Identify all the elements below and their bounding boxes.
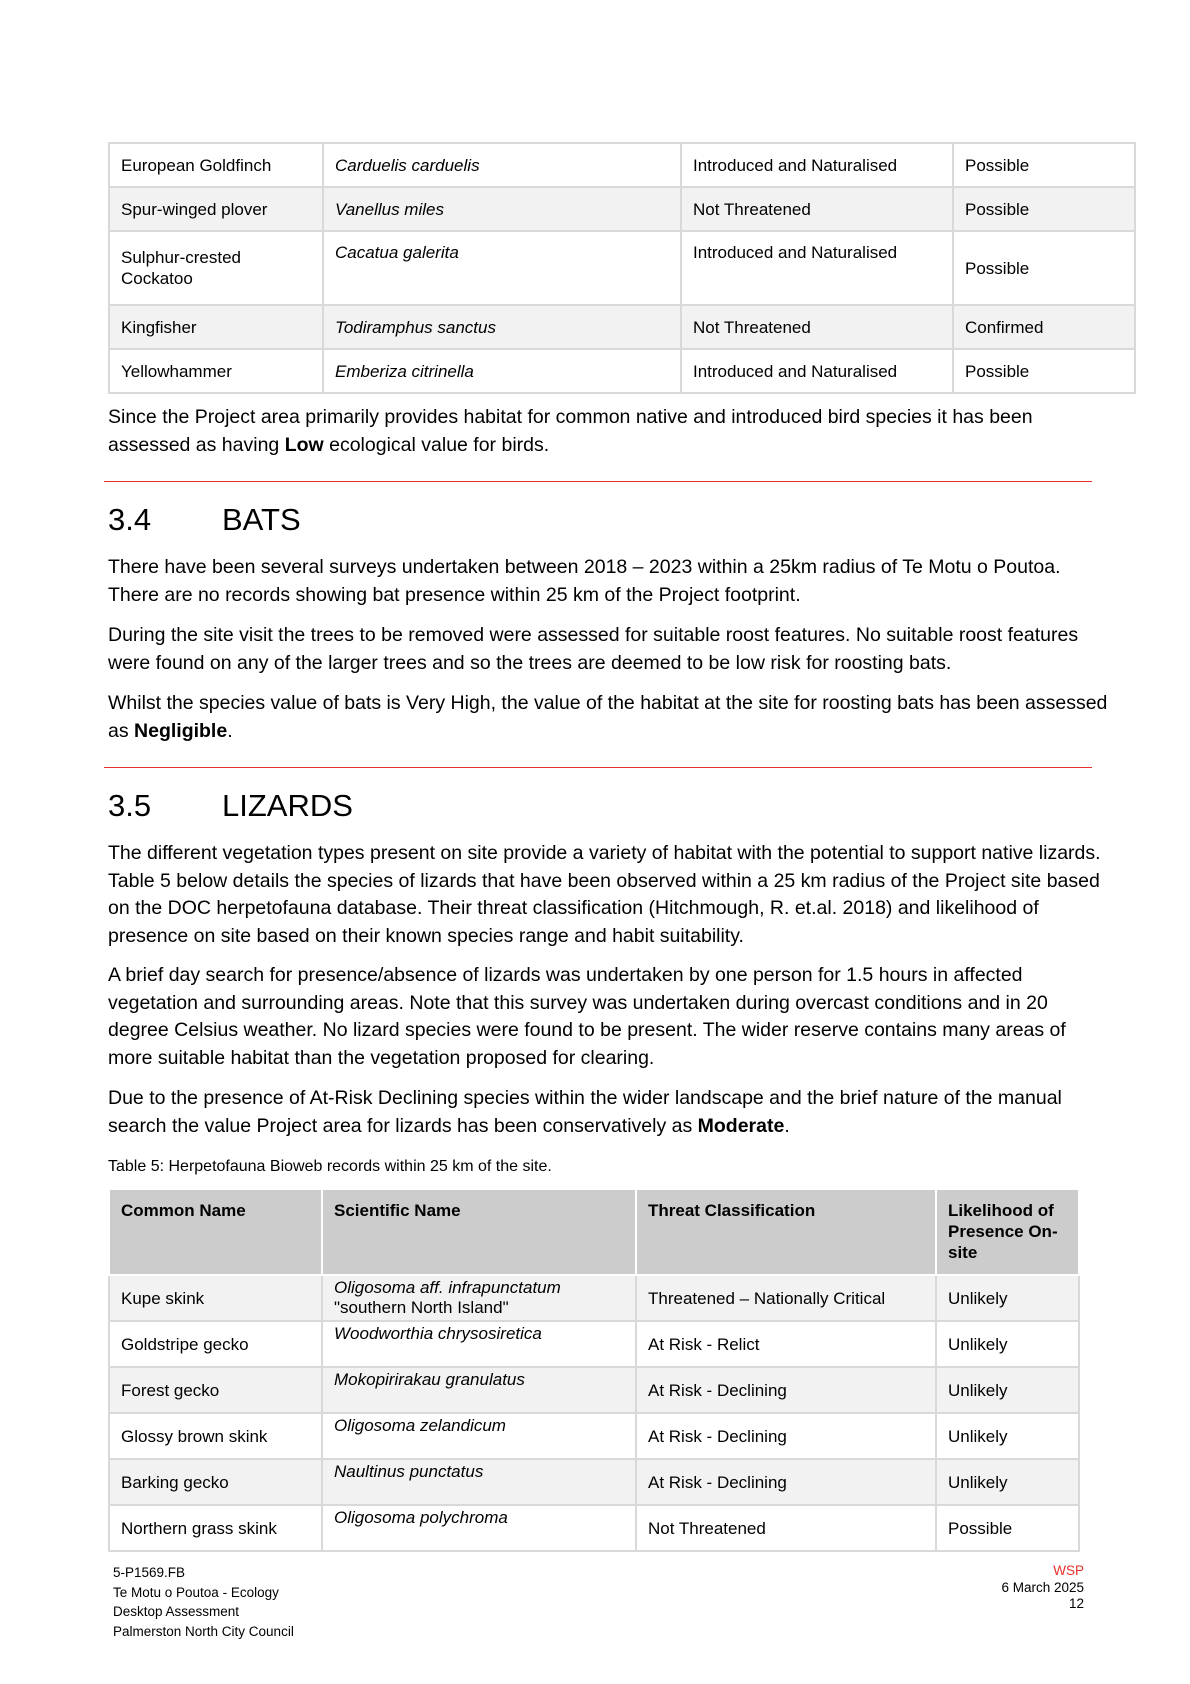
footer-date: 6 March 2025	[1001, 1579, 1084, 1595]
section-number: 3.4	[108, 502, 152, 537]
bats-paragraph-1: There have been several surveys undertaken between 2018 – 2023 within a 25km radius of Te Motu o Poutoa. There are no records showing bat presence within 25 km of the Project footprint.	[108, 556, 1061, 606]
scientific-name-cell: Emberiza citrinella	[323, 349, 681, 393]
lizards-paragraph-3	[108, 1085, 1108, 1140]
common-name-line: Sulphur-crested	[121, 248, 242, 267]
common-name-cell: Kupe skink	[109, 1275, 322, 1321]
likelihood-cell: Unlikely	[936, 1413, 1079, 1459]
text-run: Since the Project area primarily provides habitat for common native and introduced bird species it has been assessed as having	[108, 406, 1033, 456]
threat-cell: Threatened – Nationally Critical	[636, 1275, 936, 1321]
table-row	[109, 1321, 1079, 1367]
likelihood-cell: Possible	[953, 349, 1135, 393]
likelihood-cell: Possible	[953, 187, 1135, 231]
threat-cell: Introduced and Naturalised	[681, 143, 953, 187]
header-line: Presence On-	[948, 1222, 1058, 1241]
threat-cell: Not Threatened	[681, 305, 953, 349]
likelihood-cell: Unlikely	[936, 1275, 1079, 1321]
section-heading-lizards	[108, 788, 353, 824]
threat-cell: Not Threatened	[681, 187, 953, 231]
common-name-cell: Yellowhammer	[109, 349, 323, 393]
likelihood-cell: Unlikely	[936, 1367, 1079, 1413]
scientific-name-cell: Oligosoma zelandicum	[322, 1413, 636, 1459]
footer-left	[113, 1563, 294, 1641]
common-name-cell: Northern grass skink	[109, 1505, 322, 1551]
scientific-name-cell	[322, 1275, 636, 1321]
threat-cell: At Risk - Relict	[636, 1321, 936, 1367]
text-run: .	[227, 719, 233, 742]
lizards-paragraph-2: A brief day search for presence/absence of lizards was undertaken by one person for 1.5 hours in affected vegetation and surrounding areas. Note that this survey was undertaken during overcast conditions and in 20 degree Celsius weather. No lizard species were found to be present. The wider reserve contains many areas of more suitable habitat than the vegetation proposed for clearing.	[108, 964, 1066, 1069]
bats-paragraph-3	[108, 690, 1108, 745]
threat-cell: At Risk - Declining	[636, 1413, 936, 1459]
scientific-name-cell: Woodworthia chrysosiretica	[322, 1321, 636, 1367]
doc-reference: 5-P1569.FB	[113, 1565, 186, 1580]
table-row	[109, 187, 1135, 231]
column-header: Scientific Name	[322, 1190, 636, 1275]
bold-text: Moderate	[697, 1114, 785, 1137]
threat-cell: Introduced and Naturalised	[681, 349, 953, 393]
brand-logo-text: WSP	[1053, 1563, 1084, 1578]
likelihood-cell: Confirmed	[953, 305, 1135, 349]
table-row	[109, 349, 1135, 393]
section-title: BATS	[222, 502, 301, 537]
lizards-paragraph-1: The different vegetation types present on site provide a variety of habitat with the potential to support native lizards. Table 5 below details the species of lizards that have been observed within a 25 km radius of the Project site based on the DOC herpetofauna database. Their threat classification (Hitchmough, R. et.al. 2018) and likelihood of presence on site based on their known species range and habit suitability.	[108, 842, 1101, 947]
section-divider	[104, 767, 1092, 768]
likelihood-cell: Possible	[953, 143, 1135, 187]
scientific-name-cell: Vanellus miles	[323, 187, 681, 231]
scientific-name-line: "southern North Island"	[334, 1298, 509, 1317]
text-run: ecological value for birds.	[323, 433, 550, 456]
section-heading-bats	[108, 502, 301, 538]
common-name-cell: Forest gecko	[109, 1367, 322, 1413]
bold-text: Low	[284, 433, 324, 456]
client-name: Palmerston North City Council	[113, 1623, 294, 1639]
section-title: LIZARDS	[222, 788, 353, 823]
text-run: .	[784, 1114, 790, 1137]
threat-cell: At Risk - Declining	[636, 1459, 936, 1505]
footer-right	[1001, 1563, 1084, 1613]
text-run: Due to the presence of At-Risk Declining species within the wider landscape and the brief nature of the manual search the value Project area for lizards has been conservatively as	[108, 1087, 1062, 1137]
scientific-name-line: Oligosoma aff. infrapunctatum	[334, 1278, 561, 1297]
scientific-name-cell: Carduelis carduelis	[323, 143, 681, 187]
table-row	[109, 1367, 1079, 1413]
section-divider	[104, 481, 1092, 482]
column-header	[936, 1190, 1079, 1275]
table-row	[109, 143, 1135, 187]
common-name-cell: Spur-winged plover	[109, 187, 323, 231]
table-caption: Table 5: Herpetofauna Bioweb records within 25 km of the site.	[108, 1158, 552, 1175]
likelihood-cell: Possible	[936, 1505, 1079, 1551]
bold-text: Negligible	[134, 719, 228, 742]
herpetofauna-table	[108, 1190, 1080, 1552]
common-name-cell: Barking gecko	[109, 1459, 322, 1505]
common-name-cell: Goldstripe gecko	[109, 1321, 322, 1367]
common-name-cell: Kingfisher	[109, 305, 323, 349]
birds-summary-paragraph	[108, 404, 1108, 459]
threat-cell: Introduced and Naturalised	[681, 231, 953, 305]
scientific-name-cell: Cacatua galerita	[323, 231, 681, 305]
likelihood-cell: Possible	[953, 231, 1135, 305]
scientific-name-cell: Oligosoma polychroma	[322, 1505, 636, 1551]
birds-table	[108, 142, 1136, 394]
page-number: 12	[1068, 1596, 1084, 1611]
section-number: 3.5	[108, 788, 152, 823]
text-run: Whilst the species value of bats is Very High, the value of the habitat at the site for roosting bats has been assessed as	[108, 692, 1108, 742]
common-name-line: Cockatoo	[121, 269, 193, 288]
common-name-cell: Glossy brown skink	[109, 1413, 322, 1459]
threat-cell: At Risk - Declining	[636, 1367, 936, 1413]
table-row	[109, 1459, 1079, 1505]
threat-cell: Not Threatened	[636, 1505, 936, 1551]
likelihood-cell: Unlikely	[936, 1459, 1079, 1505]
report-name: Desktop Assessment	[113, 1604, 240, 1619]
bats-paragraph-2: During the site visit the trees to be removed were assessed for suitable roost features. No suitable roost features were found on any of the larger trees and so the trees are deemed to be low risk for roosting bats.	[108, 624, 1079, 674]
column-header: Common Name	[109, 1190, 322, 1275]
likelihood-cell: Unlikely	[936, 1321, 1079, 1367]
project-name: Te Motu o Poutoa - Ecology	[113, 1584, 279, 1600]
column-header: Threat Classification	[636, 1190, 936, 1275]
table-row	[109, 1505, 1079, 1551]
header-line: site	[948, 1243, 978, 1262]
scientific-name-cell: Todiramphus sanctus	[323, 305, 681, 349]
common-name-cell	[109, 231, 323, 305]
header-line: Likelihood of	[948, 1201, 1054, 1220]
common-name-cell: European Goldfinch	[109, 143, 323, 187]
table-row	[109, 1275, 1079, 1321]
table-row	[109, 305, 1135, 349]
table-row	[109, 231, 1135, 305]
table-row	[109, 1413, 1079, 1459]
scientific-name-cell: Mokopirirakau granulatus	[322, 1367, 636, 1413]
table-header-row	[109, 1190, 1079, 1275]
scientific-name-cell: Naultinus punctatus	[322, 1459, 636, 1505]
